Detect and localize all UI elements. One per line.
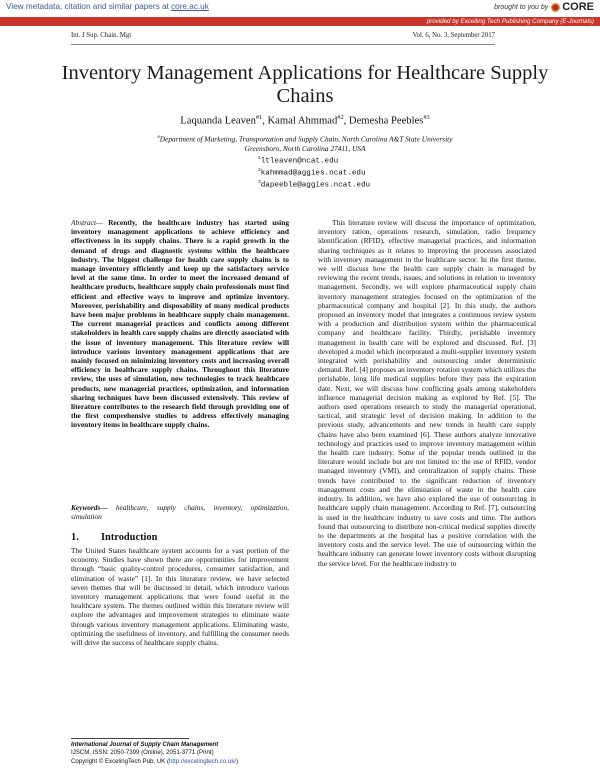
email-2[interactable]: [258, 168, 366, 178]
section-number: 1.: [71, 532, 79, 543]
core-brand[interactable]: [494, 1, 594, 13]
author-name: Kamal Ahmmad: [267, 115, 338, 127]
email-3[interactable]: [258, 180, 370, 190]
core-metadata-link[interactable]: [6, 2, 209, 11]
brought-to-you-text: brought to you by: [494, 3, 549, 11]
footer-issn: IJSCM, ISSN: 2050-7399 (Online), 2051-3771 (Print): [71, 749, 214, 757]
running-header-volume: Vol. 6, No. 3, September 2017: [412, 32, 495, 39]
affiliation: [100, 132, 510, 154]
introduction-paragraph: The United States healthcare system accounts for a vast portion of the economy. Studies have shown there are opportunities for improvement through “basic quality-control procedures, consumer satisfaction, and elimination of waste” [1]. In this literature review, we have selected seven themes that will be discussed in detail, which introduce various inventory management applications that were found useful in the healthcare system. The themes outlined within this literature review will explore the advantages and improvement strategies to eliminate waste through various inventory management applications. Eliminating waste, optimizing the usefulness of inventory, and fulfilling the consumer needs will drive the success of healthcare supply chains.: [71, 546, 289, 648]
paper-title: Inventory Management Applications for Healthcare Supply Chains: [61, 62, 549, 107]
section-title: Introduction: [101, 532, 158, 543]
core-ac-uk-link[interactable]: core.ac.uk: [171, 2, 209, 11]
author-list: Laquanda Leaven$^{\#1}$, Kamal Ahmmad$^{\#2}$, Demesha Peebles$^{\#3}$: [180, 114, 430, 127]
author-sup: #3: [423, 114, 430, 121]
core-banner: [0, 0, 600, 26]
core-logo-icon: [551, 3, 560, 12]
footer-close: ): [236, 757, 239, 765]
footer-url-link[interactable]: http://excelingtech.co.uk/: [168, 757, 237, 765]
core-provider-text[interactable]: provided by Excelling Tech Publishing Company (E-Journals): [426, 18, 594, 25]
core-provider-strip: [0, 17, 600, 26]
abstract-label: Abstract: [71, 218, 96, 227]
running-header-journal: Int. J Sup. Chain. Mgt: [71, 32, 132, 39]
footer-copyright-line: [71, 758, 238, 766]
author-sup: #1: [255, 114, 263, 121]
email-sup: 2: [258, 168, 261, 173]
keywords-dash: —: [100, 503, 116, 512]
section-heading-introduction: [71, 532, 157, 543]
core-logo[interactable]: [551, 1, 594, 13]
email-sup: 3: [258, 180, 261, 185]
email-1[interactable]: [258, 156, 338, 166]
affiliation-line-1: Department of Marketing, Transportation and Supply Chain, North Carolina A&T State University: [159, 134, 453, 144]
email-sup: 1: [258, 156, 261, 161]
abstract-dash: —: [96, 218, 109, 227]
keywords-label: Keywords: [71, 503, 101, 512]
affiliation-sup: #: [157, 134, 160, 139]
author-name: Laquanda Leaven: [180, 115, 256, 127]
email-address[interactable]: ltleaven@ncat.edu: [260, 157, 339, 166]
core-top-bar: [0, 0, 600, 17]
abstract-text: Recently, the healthcare industry has started using inventory management applications to achieve efficiency and effectiveness in its supply chains. There is a rapid growth in the demand of drugs and diagnostic systems within the healthcare industry. The biggest challenge for health care supply chains is to manage inventory efficiently and keep up the satisfactory service level at the same time. In order to meet the increased demand of healthcare products, healthcare supply chain professionals must find efficient and effective ways to improve and optimize inventory. Moreover, perishability and disposability of many medical products have been major problems in healthcare supply chain management. The current managerial practices and conflicts among different stakeholders in health care supply chains are directly associated with the issue of inventory management. This literature review will introduce various inventory management applications that are mainly focused on minimizing inventory costs and increasing overall efficiency in healthcare supply chains. Throughout this literature review, the uses of simulation, new technologies to track healthcare products, new managerial practices, optimization, and information sharing techniques have been discussed extensively. This review of literature contributes to the research field through providing one of the first comprehensive studies to address effectively managing inventory items in healthcare supply chains.: [71, 218, 290, 430]
footer-copyright: Copyright © ExcelingTech Pub, UK (: [71, 757, 169, 765]
abstract: [71, 218, 289, 430]
email-address[interactable]: kahmmad@aggies.ncat.edu: [260, 169, 366, 178]
footer: [71, 741, 238, 766]
author-sup: #2: [337, 114, 344, 121]
footer-journal: International Journal of Supply Chain Management: [71, 741, 219, 748]
core-logo-text: CORE: [562, 1, 594, 13]
core-metadata-text: View metadata, citation and similar papers at: [6, 2, 172, 11]
keywords: [71, 503, 289, 521]
header-divider: [71, 44, 495, 45]
email-address[interactable]: dapeeble@aggies.ncat.edu: [260, 181, 371, 190]
affiliation-line-2: Greensboro, North Carolina 27411, USA: [244, 144, 366, 154]
author-name: Demesha Peebles: [348, 115, 424, 127]
footer-divider: [71, 738, 189, 739]
keywords-text: healthcare, supply chains, inventory, optimization, simulation: [71, 503, 289, 522]
right-column-paragraph: This literature review will discuss the importance of optimization, inventory ration, operations research, simulation, radio frequency identification (RFID), effective managerial practices, and information sharing techniques as it relates to improving the processes associated with inventory management in the healthcare sector. In the first theme, we will discuss how the health care supply chain is managed by reviewing the recent trends, issues, and solutions in relation to inventory management. Secondly, we will explore pharmaceutical supply chain inventory management strategies focused on the optimization of the pharmaceutical company and hospital [2]. In this study, the authors proposed an inventory model that integrates a continuous review system with a production and distribution system within the pharmaceutical company and healthcare facility. Thirdly, perishable inventory management in health care will be explored and discussed. Ref. [3] developed a model which incorporated a multi-supplier inventory system integrated with perishability and outsourcing under deterministic demand. Ref. [4] proposes an inventory rotation system which utilizes the perishable, long life medical supplies before they pass the expiration date. Next, we will discuss how conflicting goals among stakeholders influence managerial decision making as explored by Ref. [5]. The authors used operations research to study the managerial operational, tactical, and strategic level of decision making. In addition to the previous study, advancements and new trends in health care supply chains have also been examined [6]. These authors analyze innovative technology and practices used to improve inventory management within the health care industry. Some of the popular trends outlined in the literature would include but are not limited to: the use of RFID, vendor managed inventory (VMI), and centralization of supply chains. These trends have contributed to the significant reduction of inventory management costs and the elimination of waste in the health care industry. In addition, we have also explored the use of outsourcing in healthcare supply chain management. According to Ref. [7], outsourcing is used in the healthcare industry to save costs and time. The authors found that outsourcing to distribute non-critical medical supplies directly to the departments at the hospital has a positive correlation with the inventory costs and the service level. The use of outsourcing within the healthcare industry can generate lower inventory costs without disrupting the service level. For the healthcare industry to: [318, 218, 536, 568]
